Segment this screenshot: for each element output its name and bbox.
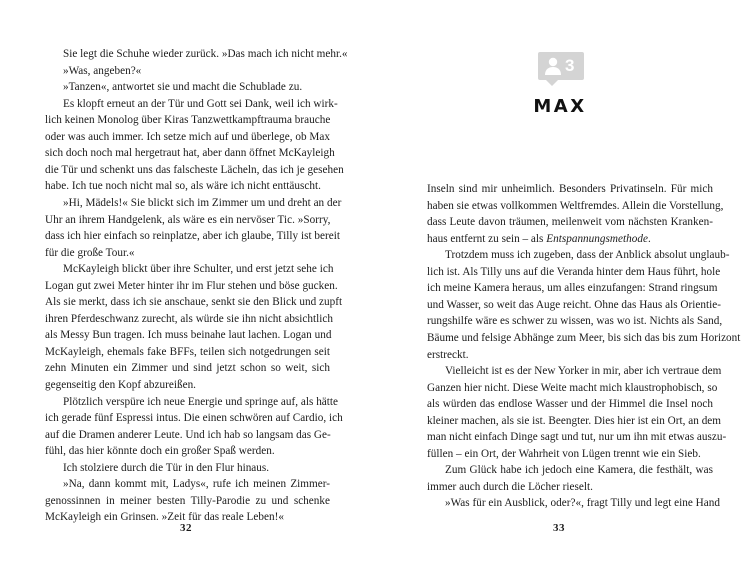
text-line: auf die Dramen anderer Leute. Und ich hab so langsam das Ge- — [45, 428, 331, 441]
italic-phrase: Entspannungsmethode — [546, 232, 648, 245]
text-line: Bäume und felsige Abhänge zum Meer, bis sich das bis zum Horizont — [427, 331, 741, 344]
text-line: genossinnen in meiner besten Tilly-Parodie zu und schenke — [45, 494, 330, 507]
text-line: immer auch durch die Löcher rieselt. — [427, 480, 593, 493]
text-line: Trotzdem muss ich zugeben, dass der Anblick absolut unglaub- — [445, 249, 730, 262]
text-line: ich meine Kamera heraus, um alles einzufangen: Strand ringsum — [427, 282, 718, 295]
text-line: Plötzlich verspüre ich neue Energie und springe auf, als hätte — [63, 395, 339, 408]
text-line: Inseln sind mir unheimlich. Besonders Privatinseln. Für mich — [427, 183, 713, 195]
text-line: für die große Tour.« — [45, 246, 135, 259]
text-line: erstreckt. — [427, 348, 469, 361]
chapter-badge — [538, 52, 584, 86]
text-line: McKayleigh, ehemals fake BFFs, teilen sich notgedrungen seit — [45, 345, 330, 358]
text-line: dass ich hier einfach so reinplatze, aber ich glaube, Tilly ist bereit — [45, 230, 340, 243]
text-line: man nicht einfach Dinge sagt und tut, nur um ihn mit etwas auszu- — [427, 431, 727, 444]
text-line: kleiner machen, als sie ist. Beengter. Dies hier ist ein Ort, an dem — [427, 414, 722, 427]
text-line: lich keinen Monolog über Kiras Tanzwettkampftrauma brauche — [45, 114, 331, 127]
text-line: dass Leute davon träumen, meilenweit vom nächsten Kranken- — [427, 216, 713, 229]
text-line: haus entfernt zu sein – als Entspannungsmethode. — [427, 232, 651, 245]
text-line: Als sie merkt, dass ich sie anschaue, senkt sie den Blick und zupft — [45, 296, 343, 309]
page-number: 32 — [180, 522, 192, 534]
user-icon — [544, 56, 562, 76]
text-line: habe. Ich tue noch nicht mal so, als wäre ich nicht enttäuscht. — [45, 180, 321, 193]
chapter-number: 3 — [565, 56, 575, 75]
text-line: Logan gut zwei Meter hinter ihr im Flur stehen und böse gucken. — [45, 279, 338, 292]
text-line: oder was auch immer. Ich setze mich auf und überlege, ob Max — [45, 130, 330, 143]
text-line: rungshilfe wäre es schwer zu wissen, was wo ist. Nichts als Sand, — [427, 315, 723, 328]
text-line: »Na, dann kommt mit, Ladys«, rufe ich meinen Zimmer- — [63, 478, 330, 491]
text-line: als würden das endlose Wasser und der Himmel die Insel noch — [427, 398, 713, 411]
text-line: »Was, angeben?« — [63, 64, 142, 77]
text-line: als Messy Bun tragen. Ich muss beinahe laut lachen. Logan und — [45, 329, 332, 342]
text-line: Ganzen hier nicht. Diese Weite macht mich klaustrophobisch, so — [427, 381, 718, 394]
text-line: Zum Glück habe ich jedoch eine Kamera, die festhält, was — [445, 464, 713, 477]
text-line: ihren Pferdeschwanz zurecht, als würde sie ihn nicht absichtlich — [45, 312, 334, 325]
text-line: McKayleigh ein Grinsen. »Zeit für das reale Leben!« — [45, 511, 284, 524]
text-line: ich gerade fünf Espressi intus. Die einen schwören auf Cardio, ich — [45, 412, 343, 425]
text-line: Vielleicht ist es der New Yorker in mir, aber ich vertraue dem — [445, 365, 722, 378]
text-line: »Hi, Mädels!« Sie blickt sich im Zimmer um und dreht an der — [63, 196, 342, 209]
page-number: 33 — [553, 522, 565, 534]
text-line: lich ist. Als Tilly uns auf die Veranda hinter dem Haus führt, hole — [427, 265, 721, 278]
text-line: McKayleigh blickt über ihre Schulter, und erst jetzt sehe ich — [63, 263, 334, 276]
text-line: Ich stolziere durch die Tür in den Flur hinaus. — [63, 461, 270, 474]
text-line: Es klopft erneut an der Tür und Gott sei Dank, weil ich wirk- — [63, 97, 338, 110]
chapter-title: MAX — [533, 96, 587, 117]
text-line: füllen – ein Ort, der Wahrheit von Lügen trennt wie ein Sieb. — [427, 447, 701, 460]
text-line: gegenseitig den Kopf abzureißen. — [45, 379, 196, 391]
text-line: sich doch noch mal hergetraut hat, aber dann öffnet McKayleigh — [45, 147, 335, 160]
text-line: »Was für ein Ausblick, oder?«, fragt Tilly und legt eine Hand — [445, 497, 720, 510]
text-line: Sie legt die Schuhe wieder zurück. »Das mach ich nicht mehr.« — [63, 48, 348, 60]
text-line: haben sie etwas vollkommen Weltfremdes. Allein die Vorstellung, — [427, 199, 724, 212]
text-line: zehn Minuten ein Zimmer und sind jetzt schon so weit, sich — [45, 362, 330, 375]
text-line: die Tür und schenkt uns das falscheste Lächeln, das ich je gesehen — [45, 163, 344, 176]
text-line: fühl, das hier könnte doch ein großer Spaß werden. — [45, 445, 275, 458]
text-line: »Tanzen«, antwortet sie und macht die Schublade zu. — [63, 81, 303, 94]
text-line: und Wasser, so weit das Auge reicht. Ohne das Haus als Orientie- — [427, 298, 721, 311]
text-line: Uhr an ihrem Handgelenk, als wäre es ein nervöser Tic. »Sorry, — [45, 213, 331, 226]
right-page — [375, 0, 750, 573]
